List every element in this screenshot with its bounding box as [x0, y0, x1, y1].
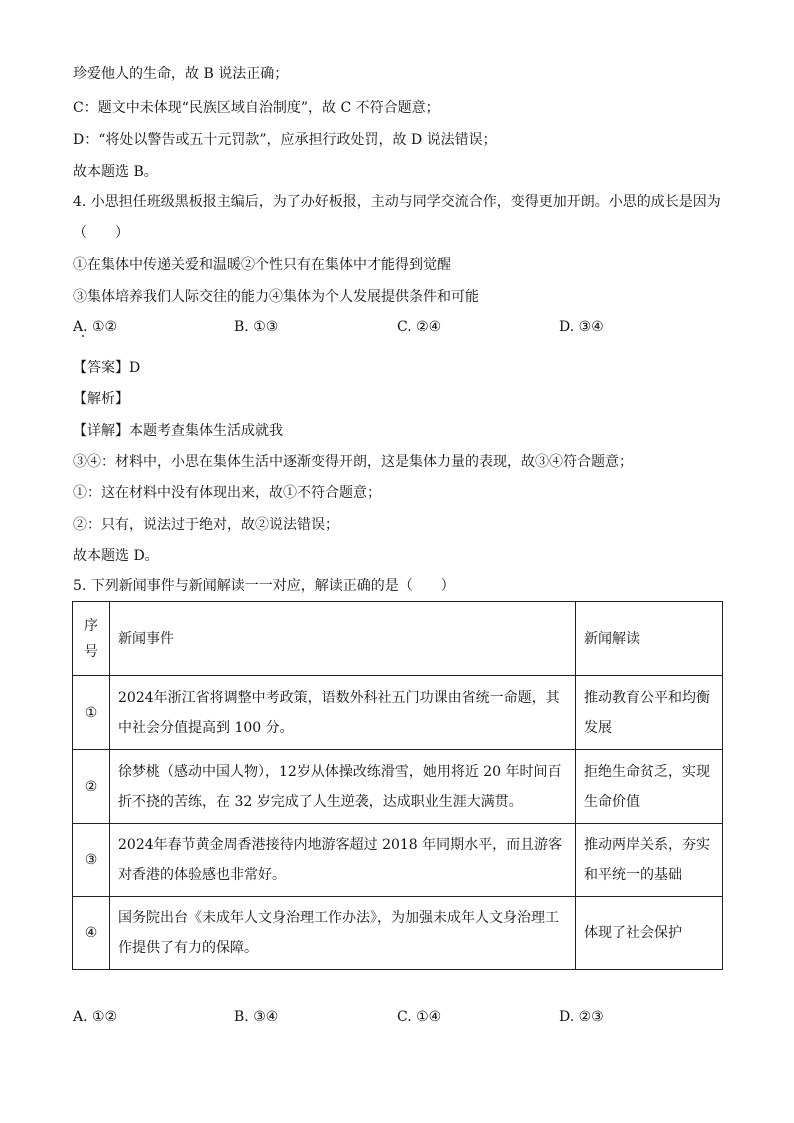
detail-line: 故本题选 D。	[73, 548, 159, 564]
table-row	[73, 676, 723, 750]
row-event: 国务院出台《未成年人文身治理工作办法》，为加强未成年人文身治理工作提供了有力的保障。	[110, 897, 576, 970]
option-a: A. ①②	[73, 1009, 118, 1025]
row-event: 2024年浙江省将调整中考政策，语数外科社五门功课由省统一命题，其中社会分值提高到 100 分。	[110, 676, 576, 750]
option-d: D. ③④	[559, 319, 604, 335]
option-c: C. ①④	[397, 1009, 442, 1025]
row-interp: 推动两岸关系，夯实和平统一的基础	[576, 824, 723, 897]
statement-line: ③集体培养我们人际交往的能力④集体为个人发展提供条件和可能	[73, 289, 479, 305]
option-d: D. ②③	[559, 1009, 604, 1025]
analysis-label: 【解析】	[73, 391, 129, 407]
row-interp: 推动教育公平和均衡发展	[576, 676, 723, 750]
table-row	[73, 897, 723, 970]
statement-line: ①在集体中传递关爱和温暖②个性只有在集体中才能得到觉醒	[73, 257, 451, 273]
question-5-options	[73, 1007, 733, 1027]
row-num: ④	[73, 897, 110, 970]
header-event: 新闻事件	[110, 602, 576, 676]
text-line: C：题文中未体现“民族区域自治制度”，故 C 不符合题意；	[73, 100, 440, 116]
question-4-options	[73, 317, 733, 337]
detail-line: ③④：材料中，小思在集体生活中逐渐变得开朗，这是集体力量的表现，故③④符合题意；	[73, 454, 633, 470]
option-b: B. ①③	[234, 319, 279, 335]
row-interp: 拒绝生命贫乏，实现生命价值	[576, 750, 723, 824]
header-interp: 新闻解读	[576, 602, 723, 676]
dot-mark	[82, 335, 84, 337]
table-header-row	[73, 602, 723, 676]
table-row	[73, 824, 723, 897]
question-4-stem: 4. 小思担任班级黑板报主编后，为了办好板报，主动与同学交流合作，变得更加开朗。小思的成长是因为	[73, 194, 721, 210]
detail-line: ①：这在材料中没有体现出来，故①不符合题意；	[73, 485, 381, 501]
text-line: 故本题选 B。	[73, 164, 158, 180]
news-table	[72, 601, 723, 970]
detail-line: 【详解】本题考查集体生活成就我	[73, 423, 283, 439]
row-num: ②	[73, 750, 110, 824]
text-line: D：“将处以警告或五十元罚款”，应承担行政处罚，故 D 说法错误；	[73, 132, 497, 148]
answer-bracket: （ ）	[73, 225, 129, 241]
row-interp: 体现了社会保护	[576, 897, 723, 970]
option-b: B. ③④	[234, 1009, 279, 1025]
table-row	[73, 750, 723, 824]
question-5-stem: 5. 下列新闻事件与新闻解读一一对应，解读正确的是（ ）	[73, 578, 455, 594]
row-num: ③	[73, 824, 110, 897]
row-event: 2024年春节黄金周香港接待内地游客超过 2018 年同期水平，而且游客对香港的体验感也非常好。	[110, 824, 576, 897]
row-event: 徐梦桃（感动中国人物），12岁从体操改练滑雪，她用将近 20 年时间百折不挠的苦练，在 32 岁完成了人生逆袭，达成职业生涯大满贯。	[110, 750, 576, 824]
answer-label: 【答案】D	[73, 360, 141, 376]
option-c: C. ②④	[397, 319, 442, 335]
header-num: 序 号	[73, 602, 110, 676]
text-line: 珍爱他人的生命，故 B 说法正确；	[73, 66, 289, 82]
option-a: A. ①②	[73, 319, 118, 335]
row-num: ①	[73, 676, 110, 750]
detail-line: ②：只有，说法过于绝对，故②说法错误；	[73, 517, 339, 533]
